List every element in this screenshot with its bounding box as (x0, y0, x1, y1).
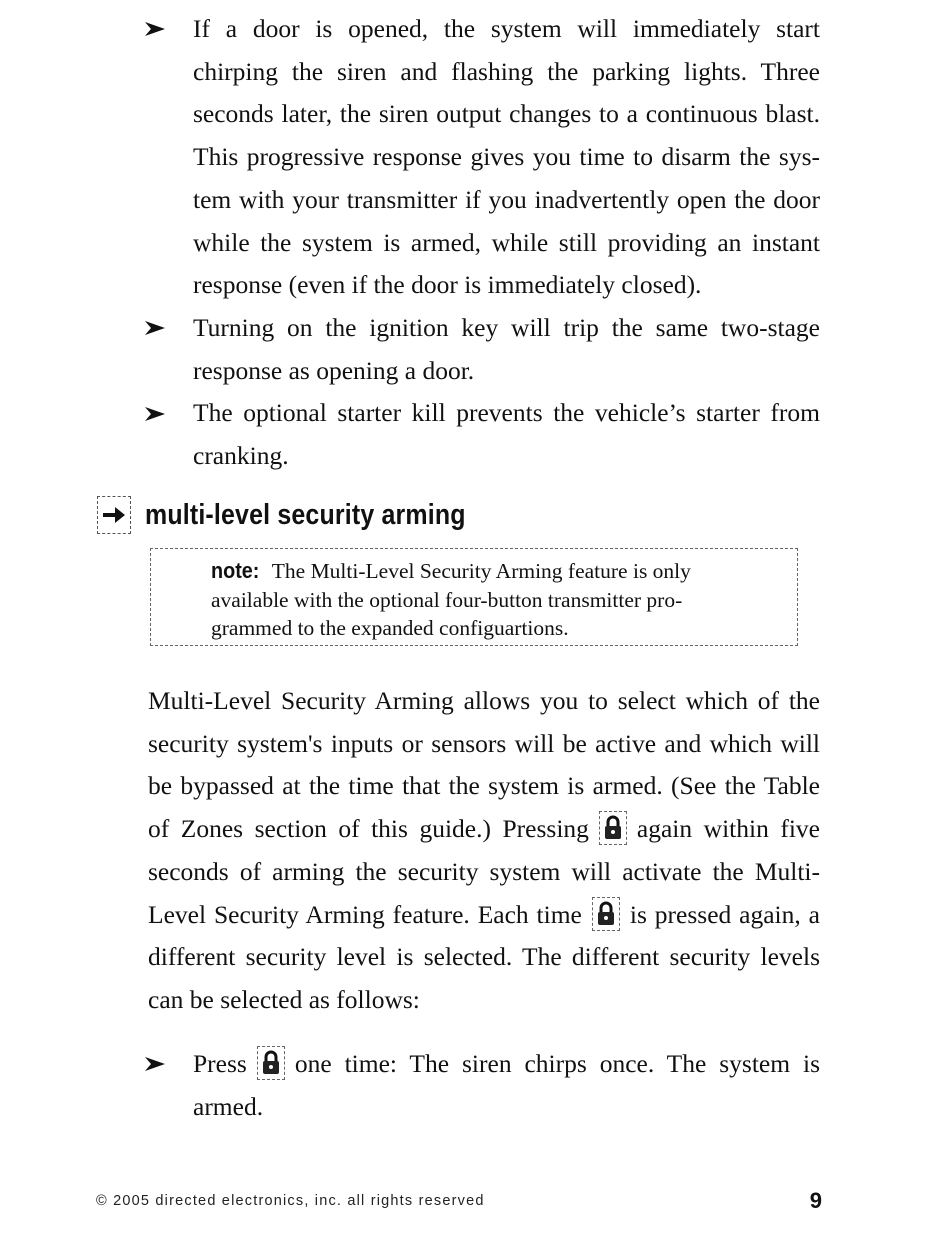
list-item (145, 392, 820, 477)
body-text-part3: is pressed again, a different security level is selected. The different security levels can be selected as follows: (148, 899, 820, 1014)
body-text-part2: again within five seconds of arming the security system will activate the Multi-Level Security Arming feature. Each time (148, 814, 820, 929)
body-paragraph (148, 680, 820, 1022)
list-item (145, 1043, 820, 1128)
section-heading (97, 496, 518, 534)
alarm-response-bullets (145, 8, 820, 478)
arrow-right-icon (97, 496, 131, 534)
security-level-bullets (145, 1043, 820, 1128)
note-text (211, 557, 746, 643)
lock-button-icon (257, 1046, 285, 1080)
section-title: multi-level security arming (145, 498, 466, 531)
list-item (145, 307, 820, 392)
copyright-footer: © 2005 directed electronics, inc. all rights reserved (96, 1193, 485, 1209)
note-body: The Multi-Level Security Arming feature is only available with the optional four-button transmitter pro-grammed to the expanded configuartions. (211, 559, 691, 640)
note-box (150, 548, 798, 646)
lock-button-icon (599, 811, 627, 845)
bullet-text: If a door is opened, the system will immediately start chirping the siren and flashing the parking lights. Three seconds later, the siren output changes to a continuous blast. This progressive response gives you time to disarm the sys-tem with your transmitter if you inadvertently open the door while the system is armed, while still providing an instant response (even if the door is immediately closed). (193, 14, 820, 300)
bullet-arrow-icon (145, 8, 171, 51)
bullet-arrow-icon (145, 307, 171, 350)
lock-button-icon (592, 897, 620, 931)
bullet-arrow-icon (145, 1043, 171, 1086)
bullet-text-after: one time: The siren chirps once. The system is armed. (193, 1049, 820, 1121)
bullet-text: Turning on the ignition key will trip the same two-stage response as opening a door. (193, 312, 820, 385)
bullet-text-before: Press (193, 1049, 247, 1078)
bullet-text: The optional starter kill prevents the vehicle’s starter from cranking. (193, 398, 820, 471)
note-label: note: (211, 558, 260, 583)
bullet-arrow-icon (145, 392, 171, 435)
list-item (145, 8, 820, 307)
page-number: 9 (809, 1188, 822, 1213)
body-text-part1: Multi-Level Security Arming allows you to select which of the security system's inputs or sensors will be active and which will be bypassed at the time that the system is armed. (See the Table of Zones section of this guide.) Pressing (148, 686, 820, 844)
